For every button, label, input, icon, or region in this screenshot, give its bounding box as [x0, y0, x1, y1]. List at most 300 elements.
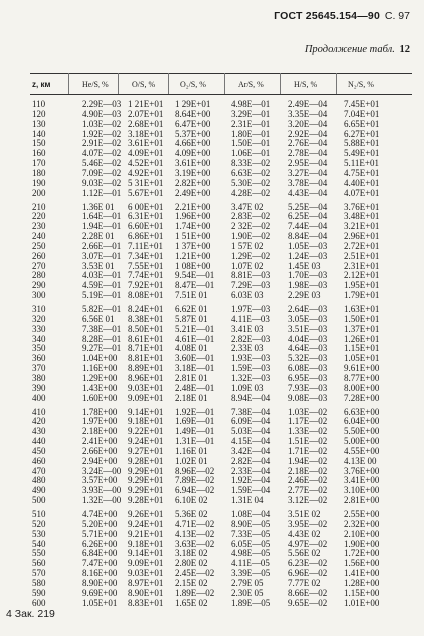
value-cell: 2.81E+00	[344, 495, 380, 506]
altitude-cell: 490	[32, 485, 46, 496]
value-cell: 1.90E—02	[231, 231, 271, 242]
value-cell: 9.03E+01	[128, 382, 164, 393]
value-cell: 2.66E+00	[82, 445, 118, 456]
value-cell: 3.18E—01	[175, 363, 215, 374]
value-cell: 1.16E+00	[82, 363, 118, 374]
value-cell: 5.67E+01	[128, 187, 164, 198]
altitude-cell: 470	[32, 465, 46, 476]
value-cell: 1.26E+01	[344, 333, 380, 344]
value-cell: 1.89E—02	[175, 587, 215, 598]
value-cell: 1.31E—01	[175, 436, 215, 447]
value-cell: 1 57E 02	[231, 240, 264, 251]
value-cell: 2.79E 05	[231, 577, 264, 588]
value-cell: 9.29E+01	[128, 475, 164, 486]
value-cell: 2.82E—04	[231, 455, 271, 466]
value-cell: 6.60E+01	[128, 221, 164, 232]
page-footer: 4 Зак. 219	[6, 608, 55, 620]
value-cell: 1.59E—04	[231, 485, 271, 496]
value-cell: 2.81E 01	[175, 372, 208, 383]
value-cell: 3.63E—02	[175, 538, 215, 549]
altitude-cell: 370	[32, 363, 46, 374]
value-cell: 2.80E 02	[175, 558, 208, 569]
value-cell: 6.10E 02	[175, 495, 208, 506]
value-cell: 9.65E—02	[288, 597, 328, 608]
value-cell: 8.84E—04	[288, 231, 328, 242]
value-cell: 6.09E—04	[231, 416, 271, 427]
value-cell: 1.50E—01	[231, 138, 271, 149]
value-cell: 8.81E+01	[128, 353, 164, 364]
value-cell: 1.02E 01	[175, 455, 208, 466]
value-cell: 2.33E 03	[231, 343, 264, 354]
column-header-o: O/S, %	[132, 80, 156, 89]
altitude-cell: 570	[32, 568, 46, 579]
value-cell: 5.03E—04	[231, 426, 271, 437]
value-cell: 5.32E—03	[288, 353, 328, 364]
value-cell: 2.51E+01	[344, 250, 380, 261]
value-cell: 2.32E+00	[344, 518, 380, 529]
value-cell: 9.09E+01	[128, 558, 164, 569]
value-cell: 6.03E 03	[231, 290, 264, 301]
value-cell: 7.11E+01	[128, 240, 163, 251]
value-cell: 1.72E+00	[344, 548, 380, 559]
value-cell: 9.28E+01	[128, 495, 164, 506]
value-cell: 1.69E—01	[175, 416, 215, 427]
value-cell: 7.28E+00	[344, 392, 380, 403]
altitude-cell: 450	[32, 445, 46, 456]
altitude-cell: 540	[32, 538, 46, 549]
column-divider	[336, 73, 337, 94]
value-cell: 1.03E—02	[82, 118, 122, 129]
value-cell: 4.64E—03	[288, 343, 328, 354]
value-cell: 9.28E+01	[128, 455, 164, 466]
altitude-cell: 480	[32, 475, 46, 486]
value-cell: 5.00E+00	[344, 436, 380, 447]
value-cell: 9.54E—01	[175, 270, 215, 281]
value-cell: 1.12E—01	[82, 187, 122, 198]
altitude-cell: 440	[32, 436, 46, 447]
value-cell: 1.17E—02	[288, 416, 328, 427]
value-cell: 5.19E—01	[82, 290, 122, 301]
value-cell: 9.26E+01	[128, 509, 164, 519]
value-cell: 2.18E 01	[175, 392, 208, 403]
value-cell: 7.89E—02	[175, 475, 215, 486]
value-cell: 1.33E—02	[288, 426, 328, 437]
value-cell: 1.79E+01	[344, 290, 380, 301]
value-cell: 7.47E+00	[82, 558, 118, 569]
altitude-cell: 360	[32, 353, 46, 364]
value-cell: 5.50E+00	[344, 426, 380, 437]
value-cell: 5.87E 01	[175, 313, 208, 324]
value-cell: 9.14E+01	[128, 406, 164, 417]
value-cell: 4.11E—03	[231, 313, 270, 324]
value-cell: 1.41E+00	[344, 568, 380, 579]
altitude-cell: 350	[32, 343, 46, 354]
value-cell: 9.03E—02	[82, 177, 122, 188]
value-cell: 9.14E+01	[128, 548, 164, 559]
value-cell: 1 37E+00	[175, 240, 211, 251]
value-cell: 1.56E+00	[344, 558, 380, 569]
value-cell: 2.10E+00	[344, 528, 380, 539]
column-header-he: He/S, %	[82, 80, 109, 89]
value-cell: 1.92E—02	[82, 128, 122, 139]
altitude-cell: 140	[32, 128, 46, 139]
value-cell: 9.18E+01	[128, 416, 164, 427]
value-cell: 9.03E+01	[128, 568, 164, 579]
altitude-cell: 210	[32, 201, 46, 212]
value-cell: 5.37E+00	[175, 128, 211, 139]
value-cell: 4.43E 02	[288, 528, 321, 539]
value-cell: 3.76E+01	[344, 201, 380, 212]
value-cell: 2.18E+00	[82, 426, 118, 437]
value-cell: 6.62E 01	[175, 304, 208, 314]
altitude-cell: 220	[32, 211, 46, 222]
value-cell: 2.68E+01	[128, 118, 164, 129]
table-top-rule	[30, 73, 412, 74]
row-group	[0, 203, 424, 301]
value-cell: 1.15E+00	[344, 587, 380, 598]
value-cell: 6.63E—02	[231, 167, 271, 178]
altitude-cell: 290	[32, 280, 46, 291]
altitude-cell: 190	[32, 177, 46, 188]
value-cell: 3.35E—04	[288, 108, 328, 119]
value-cell: 2.78E—04	[288, 148, 328, 159]
value-cell: 1.08E—04	[231, 509, 271, 519]
value-cell: 5.56E 02	[288, 548, 321, 559]
value-cell: 8.24E+01	[128, 304, 164, 314]
value-cell: 1.74E+00	[175, 221, 211, 232]
value-cell: 8.00E+00	[344, 382, 380, 393]
value-cell: 6.95E—03	[288, 372, 328, 383]
value-cell: 5.82E—01	[82, 304, 122, 314]
value-cell: 2.31E+01	[344, 260, 380, 271]
altitude-cell: 200	[32, 187, 46, 198]
altitude-cell: 120	[32, 108, 46, 119]
value-cell: 7.33E—05	[231, 528, 271, 539]
value-cell: 4.74E+00	[82, 509, 118, 519]
value-cell: 8.16E+00	[82, 568, 118, 579]
value-cell: 3.18E 02	[175, 548, 208, 559]
value-cell: 3.42E—04	[231, 445, 271, 456]
value-cell: 9.22E+01	[128, 426, 164, 437]
value-cell: 5.21E—01	[175, 323, 215, 334]
value-cell: 7.45E+01	[344, 99, 380, 109]
value-cell: 2.77E—02	[288, 485, 328, 496]
value-cell: 8.77E+00	[344, 372, 380, 383]
value-cell: 1.32E—00	[82, 495, 122, 506]
standard-number: ГОСТ 25645.154—90	[274, 10, 380, 22]
value-cell: 2.29E—03	[82, 99, 122, 109]
value-cell: 4.07E—02	[82, 148, 122, 159]
value-cell: 2.48E—01	[175, 382, 215, 393]
altitude-cell: 500	[32, 495, 46, 506]
altitude-cell: 380	[32, 372, 46, 383]
value-cell: 6.25E—04	[288, 211, 328, 222]
value-cell: 8.61E+01	[128, 333, 164, 344]
value-cell: 3.61E+01	[128, 138, 164, 149]
value-cell: 9.29E+01	[128, 465, 164, 476]
value-cell: 1.64E—01	[82, 211, 122, 222]
value-cell: 4.90E—03	[82, 108, 122, 119]
value-cell: 1.09E 03	[231, 382, 264, 393]
value-cell: 2.83E—02	[231, 211, 271, 222]
value-cell: 2.46E—02	[288, 475, 328, 486]
altitude-cell: 400	[32, 392, 46, 403]
value-cell: 3.05E—03	[288, 313, 328, 324]
value-cell: 3.76E+00	[344, 465, 380, 476]
value-cell: 1.97E—03	[231, 304, 271, 314]
value-cell: 9.08E—03	[288, 392, 328, 403]
value-cell: 1.05E—03	[288, 240, 328, 251]
value-cell: 3.29E—01	[231, 108, 271, 119]
value-cell: 1.15E+01	[344, 343, 380, 354]
value-cell: 1.43E+00	[82, 382, 118, 393]
value-cell: 1.06E—01	[231, 148, 271, 159]
value-cell: 1.92E—04	[231, 475, 271, 486]
altitude-cell: 460	[32, 455, 46, 466]
value-cell: 4.15E—04	[231, 436, 271, 447]
value-cell: 1.04E+00	[82, 353, 118, 364]
value-cell: 6.65E+01	[344, 118, 380, 129]
value-cell: 1.51E—02	[288, 436, 328, 447]
table-header-rule	[30, 94, 412, 95]
value-cell: 7.04E+01	[344, 108, 380, 119]
value-cell: 4.52E+01	[128, 158, 164, 169]
value-cell: 2.82E+00	[175, 177, 211, 188]
value-cell: 1.45E 03	[288, 260, 321, 271]
value-cell: 6.47E+00	[175, 118, 211, 129]
value-cell: 9.61E+00	[344, 363, 380, 374]
value-cell: 8.96E—02	[175, 465, 215, 476]
value-cell: 8.94E—04	[231, 392, 271, 403]
value-cell: 2.15E 02	[175, 577, 208, 588]
value-cell: 1.96E+00	[175, 211, 211, 222]
value-cell: 4.07E+01	[344, 187, 380, 198]
value-cell: 3.41E 03	[231, 323, 264, 334]
value-cell: 2.18E—02	[288, 465, 328, 476]
value-cell: 4.59E—01	[82, 280, 122, 291]
value-cell: 9.29E+01	[128, 485, 164, 496]
altitude-cell: 580	[32, 577, 46, 588]
column-header-ar: Ar/S, %	[238, 80, 264, 89]
table-row	[0, 291, 424, 301]
value-cell: 3.24E—00	[82, 465, 122, 476]
value-cell: 1.16E 01	[175, 445, 208, 456]
value-cell: 1.31E 04	[231, 495, 264, 506]
value-cell: 5 31E+01	[128, 177, 164, 188]
value-cell: 7.38E—01	[82, 323, 122, 334]
value-cell: 3.07E—01	[82, 250, 122, 261]
value-cell: 6.26E+00	[82, 538, 118, 549]
value-cell: 3.21E+01	[344, 221, 380, 232]
value-cell: 8.96E+01	[128, 372, 164, 383]
value-cell: 4.98E—05	[231, 548, 271, 559]
altitude-cell: 130	[32, 118, 46, 129]
value-cell: 1 08E+00	[175, 260, 211, 271]
altitude-cell: 170	[32, 158, 46, 169]
value-cell: 4.03E—01	[82, 270, 122, 281]
value-cell: 4.61E—01	[175, 333, 215, 344]
value-cell: 2.45E—02	[175, 568, 215, 579]
altitude-cell: 390	[32, 382, 46, 393]
altitude-cell: 250	[32, 240, 46, 251]
value-cell: 1.94E—01	[82, 221, 122, 232]
altitude-cell: 240	[32, 231, 46, 242]
value-cell: 1.49E—01	[175, 426, 215, 437]
column-header-h: H/S, %	[294, 80, 318, 89]
value-cell: 2.29E 03	[288, 290, 321, 301]
value-cell: 8.64E+00	[175, 108, 211, 119]
value-cell: 4.08E 01	[175, 343, 208, 354]
value-cell: 5.11E+01	[344, 158, 379, 169]
value-cell: 7.44E—04	[288, 221, 328, 232]
value-cell: 1.70E—03	[288, 270, 328, 281]
value-cell: 7.77E 02	[288, 577, 321, 588]
value-cell: 1.98E—03	[288, 280, 328, 291]
value-cell: 2.49E—04	[288, 99, 328, 109]
value-cell: 9.21E+01	[128, 528, 164, 539]
table-row	[0, 599, 424, 609]
value-cell: 1.29E—02	[231, 250, 271, 261]
value-cell: 6.31E+01	[128, 211, 164, 222]
value-cell: 2.33E—04	[231, 465, 271, 476]
row-group	[0, 408, 424, 506]
table-row	[0, 394, 424, 404]
value-cell: 5.20E+00	[82, 518, 118, 529]
value-cell: 1.36E 01	[82, 201, 115, 212]
value-cell: 4.66E+00	[175, 138, 211, 149]
altitude-cell: 310	[32, 304, 46, 314]
value-cell: 9.27E—01	[82, 343, 122, 354]
value-cell: 1.59E—03	[231, 363, 271, 374]
value-cell: 1.80E—01	[231, 128, 271, 139]
value-cell: 2.31E—01	[231, 118, 271, 129]
value-cell: 4.97E—02	[288, 538, 328, 549]
value-cell: 6 00E+01	[128, 201, 164, 212]
value-cell: 1.94E—02	[288, 455, 328, 466]
altitude-cell: 270	[32, 260, 46, 271]
value-cell: 8.33E—02	[231, 158, 271, 169]
value-cell: 2.82E—03	[231, 333, 271, 344]
value-cell: 2.28E 01	[82, 231, 115, 242]
value-cell: 5.88E+01	[344, 138, 380, 149]
value-cell: 1.97E+00	[82, 416, 118, 427]
value-cell: 1.01E+00	[344, 597, 380, 608]
value-cell: 2.55E+00	[344, 509, 380, 519]
value-cell: 9.09E+01	[128, 392, 164, 403]
altitude-cell: 560	[32, 558, 46, 569]
value-cell: 8.83E+01	[128, 597, 164, 608]
value-cell: 8.90E—05	[231, 518, 271, 529]
value-cell: 4.09E+01	[128, 148, 164, 159]
altitude-cell: 340	[32, 333, 46, 344]
value-cell: 2.12E+01	[344, 270, 380, 281]
value-cell: 1.78E+00	[82, 406, 118, 417]
altitude-cell: 420	[32, 416, 46, 427]
value-cell: 1.71E—02	[288, 445, 328, 456]
value-cell: 6.94E—02	[175, 485, 215, 496]
value-cell: 6.56E 01	[82, 313, 115, 324]
value-cell: 3.51E—03	[288, 323, 328, 334]
value-cell: 3.95E—02	[288, 518, 328, 529]
altitude-cell: 280	[32, 270, 46, 281]
value-cell: 9.18E+01	[128, 538, 164, 549]
value-cell: 1 51E+00	[175, 231, 211, 242]
value-cell: 5.25E—04	[288, 201, 328, 212]
value-cell: 4.40E+01	[344, 177, 380, 188]
value-cell: 4.09E+00	[175, 148, 211, 159]
value-cell: 6.04E+00	[344, 416, 380, 427]
value-cell: 6.05E—05	[231, 538, 271, 549]
value-cell: 6.96E—02	[288, 568, 328, 579]
value-cell: 3.19E+00	[175, 167, 211, 178]
value-cell: 4.75E+01	[344, 167, 380, 178]
value-cell: 2.49E+00	[175, 187, 211, 198]
value-cell: 7.09E—02	[82, 167, 122, 178]
value-cell: 5.30E—02	[231, 177, 271, 188]
value-cell: 1.05E+01	[82, 597, 118, 608]
value-cell: 8.89E+01	[128, 363, 164, 374]
value-cell: 2.64E—03	[288, 304, 328, 314]
value-cell: 3.57E+00	[82, 475, 118, 486]
value-cell: 1.21E+00	[175, 250, 211, 261]
value-cell: 9.24E+01	[128, 518, 164, 529]
value-cell: 1.05E+01	[344, 353, 380, 364]
altitude-cell: 160	[32, 148, 46, 159]
altitude-cell: 150	[32, 138, 46, 149]
column-header-n2: N₂/S, %	[348, 80, 374, 89]
altitude-cell: 260	[32, 250, 46, 261]
value-cell: 1.63E+01	[344, 304, 380, 314]
value-cell: 3.10E+00	[344, 485, 380, 496]
value-cell: 1.93E—03	[231, 353, 271, 364]
value-cell: 6.08E—03	[288, 363, 328, 374]
value-cell: 3.27E—04	[288, 167, 328, 178]
value-cell: 1.28E+00	[344, 577, 380, 588]
value-cell: 3.18E+01	[128, 128, 164, 139]
row-group	[0, 305, 424, 403]
altitude-cell: 430	[32, 426, 46, 437]
column-divider	[68, 73, 69, 94]
value-cell: 1.92E—01	[175, 406, 215, 417]
value-cell: 8.47E—01	[175, 280, 215, 291]
value-cell: 4.28E—02	[231, 187, 271, 198]
page-header	[0, 0, 424, 30]
value-cell: 7.92E+01	[128, 280, 164, 291]
table-row	[0, 189, 424, 199]
altitude-cell: 320	[32, 313, 46, 324]
value-cell: 3.53E 01	[82, 260, 115, 271]
value-cell: 7.38E—04	[231, 406, 271, 417]
altitude-cell: 330	[32, 323, 46, 334]
value-cell: 8.90E+00	[82, 577, 118, 588]
value-cell: 9.24E+01	[128, 436, 164, 447]
value-cell: 4.71E—02	[175, 518, 215, 529]
value-cell: 1.32E—03	[231, 372, 271, 383]
value-cell: 4.55E+00	[344, 445, 380, 456]
value-cell: 1 21E+01	[128, 99, 164, 109]
value-cell: 4.13E—02	[175, 528, 215, 539]
altitude-cell: 510	[32, 509, 46, 519]
table-row	[0, 496, 424, 506]
altitude-cell: 530	[32, 528, 46, 539]
value-cell: 2.91E—02	[82, 138, 122, 149]
table-number: 12	[399, 44, 410, 55]
value-cell: 1 29E+01	[175, 99, 211, 109]
value-cell: 6.86E+01	[128, 231, 164, 242]
value-cell: 2.21E+00	[175, 201, 211, 212]
value-cell: 5.46E—02	[82, 158, 122, 169]
column-divider	[280, 73, 281, 94]
